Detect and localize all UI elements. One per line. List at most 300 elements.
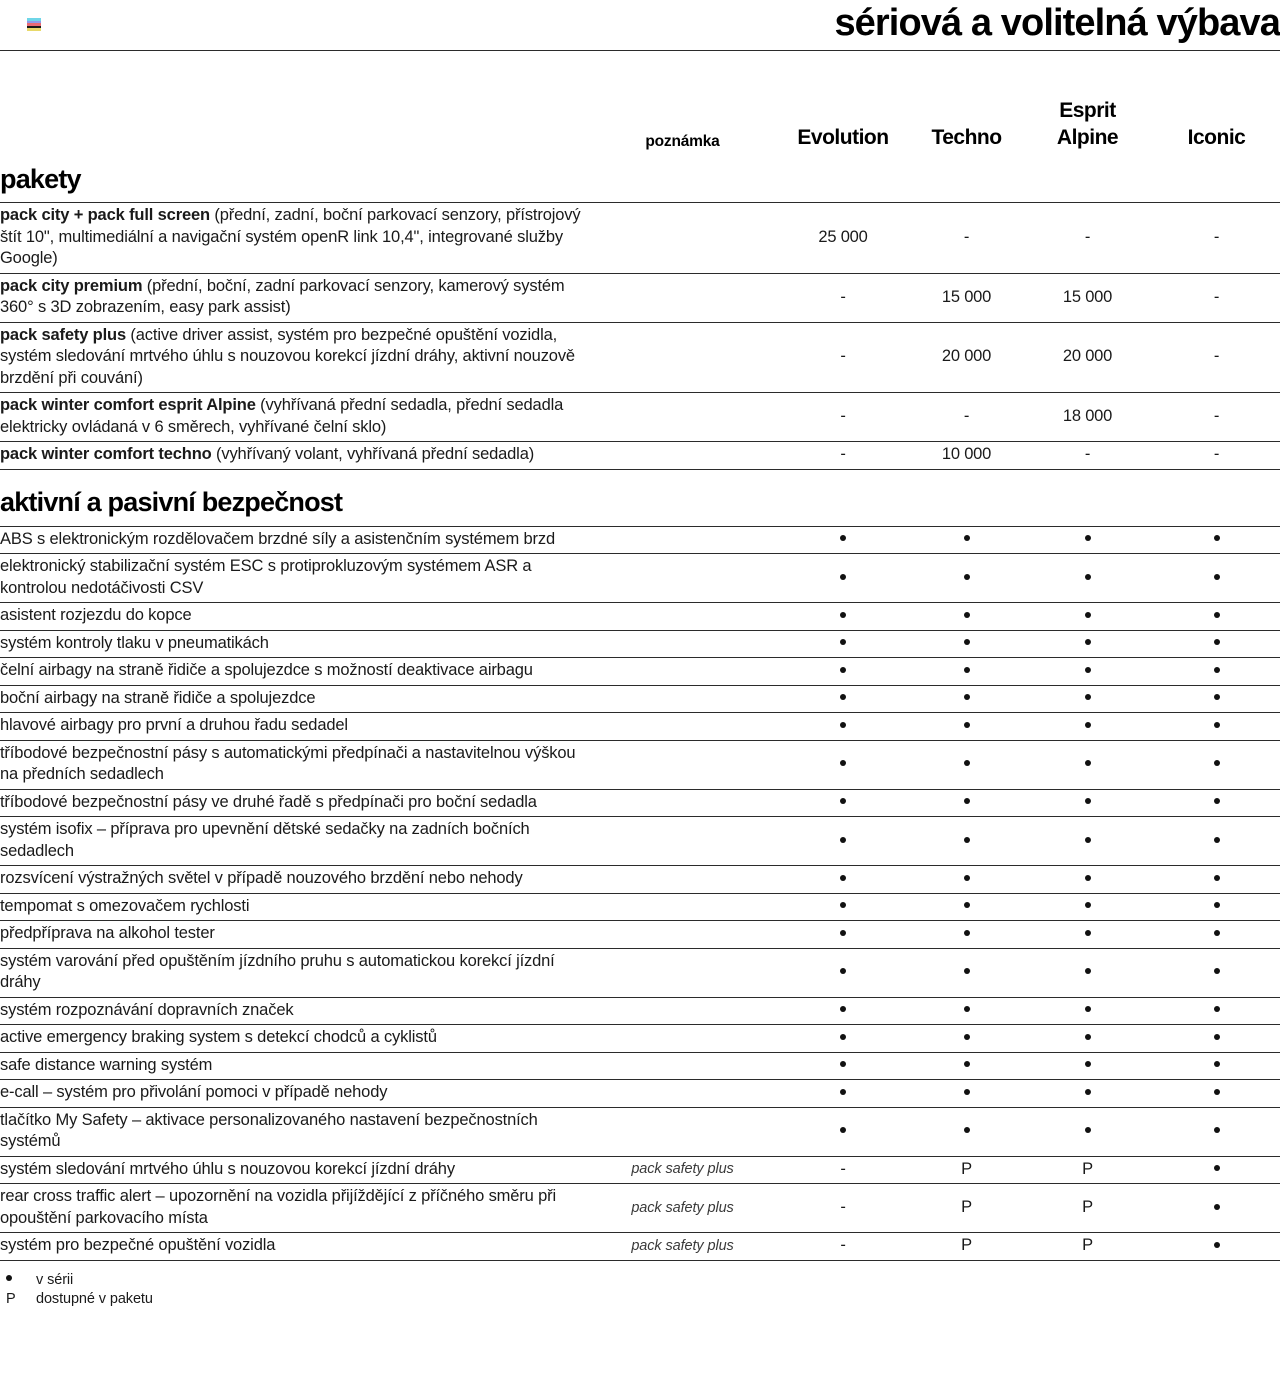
standard-dot-icon: [1085, 722, 1091, 728]
standard-dot-icon: [1085, 1061, 1091, 1067]
row-value-techno: [911, 1184, 1022, 1233]
row-label: active emergency braking system s detekcí chodců a cyklistů: [0, 1028, 437, 1046]
standard-dot-icon: [1214, 1242, 1220, 1248]
row-label: pack city + pack full screen (přední, zadní, boční parkovací senzory, přístrojový štít 10", multimediální a navigační systém openR link 10,4", integrované služby Google): [0, 206, 581, 267]
table-row: [0, 1107, 1280, 1156]
row-value-techno: [911, 685, 1022, 713]
row-note: [590, 273, 775, 322]
row-value-evolution: [775, 630, 911, 658]
document-header: [0, 0, 1280, 52]
row-value-esprit-alpine: [1022, 866, 1153, 894]
row-value-iconic: [1153, 1184, 1280, 1233]
row-value-techno: [911, 203, 1022, 274]
row-value-iconic: [1153, 393, 1280, 442]
standard-dot-icon: [1085, 968, 1091, 974]
row-value-iconic: [1153, 273, 1280, 322]
row-value-esprit-alpine: [1022, 1107, 1153, 1156]
row-value-iconic: [1153, 1107, 1280, 1156]
row-value-techno: [911, 713, 1022, 741]
standard-dot-icon: [1214, 902, 1220, 908]
table-bezpecnost-body: [0, 526, 1280, 1260]
standard-dot-icon: [840, 1089, 846, 1095]
row-note: [590, 740, 775, 789]
standard-dot-icon: [1214, 930, 1220, 936]
row-value-techno: [911, 893, 1022, 921]
row-value-esprit-alpine: [1022, 554, 1153, 603]
column-header-esprit-alpine-line1: Esprit: [1059, 99, 1116, 122]
row-value-esprit-alpine: [1022, 1156, 1153, 1184]
page-title: sériová a volitelná výbava: [834, 2, 1280, 44]
row-value-evolution: [775, 789, 911, 817]
table-row: [0, 1156, 1280, 1184]
row-value-evolution: [775, 893, 911, 921]
table-row: [0, 1025, 1280, 1053]
row-value-iconic: [1153, 1052, 1280, 1080]
cell-value: P: [961, 1159, 972, 1178]
row-value-techno: [911, 740, 1022, 789]
standard-dot-icon: [1214, 798, 1220, 804]
row-label: rozsvícení výstražných světel v případě nouzového brzdění nebo nehody: [0, 869, 523, 887]
row-note: [590, 948, 775, 997]
column-header-evolution: [775, 124, 911, 151]
row-value-esprit-alpine: [1022, 740, 1153, 789]
cell-value: P: [961, 1198, 972, 1216]
standard-dot-icon: [1085, 639, 1091, 645]
column-header-iconic: [1153, 124, 1280, 151]
standard-dot-icon: [964, 612, 970, 618]
standard-dot-icon: [840, 875, 846, 881]
row-value-evolution: [775, 442, 911, 470]
column-header-esprit-alpine-line2: Alpine: [1056, 126, 1119, 149]
standard-dot-icon: [1214, 535, 1220, 541]
row-label: tlačítko My Safety – aktivace personalizovaného nastavení bezpečnostních systémů: [0, 1110, 538, 1150]
row-value-iconic: [1153, 713, 1280, 741]
not-available-dash: -: [840, 1236, 846, 1255]
standard-dot-icon: [1085, 1034, 1091, 1040]
row-label: systém sledování mrtvého úhlu s nouzovou korekcí jízdní dráhy: [0, 1159, 455, 1178]
row-value-techno: [911, 603, 1022, 631]
standard-dot-icon: [964, 722, 970, 728]
row-value-esprit-alpine: [1022, 203, 1153, 274]
row-value-techno: [911, 658, 1022, 686]
standard-dot-icon: [964, 1006, 970, 1012]
standard-dot-icon: [964, 694, 970, 700]
standard-dot-icon: [1085, 535, 1091, 541]
standard-dot-icon: [964, 1034, 970, 1040]
row-value-techno: [911, 322, 1022, 393]
standard-dot-icon: [1085, 930, 1091, 936]
standard-dot-icon: [1085, 798, 1091, 804]
row-label: tempomat s omezovačem rychlosti: [0, 896, 250, 915]
row-value-esprit-alpine: [1022, 322, 1153, 393]
column-header-note: poznámka: [645, 133, 720, 150]
standard-dot-icon: [964, 968, 970, 974]
row-value-evolution: [775, 921, 911, 949]
row-note: [590, 685, 775, 713]
column-header-iconic-line1: Iconic: [1187, 126, 1246, 149]
row-value-esprit-alpine: [1022, 1025, 1153, 1053]
row-value-iconic: [1153, 817, 1280, 866]
row-value-iconic: [1153, 442, 1280, 470]
not-available-dash: -: [840, 407, 846, 425]
row-note: [590, 322, 775, 393]
row-note: [590, 603, 775, 631]
not-available-dash: -: [840, 1198, 846, 1216]
standard-dot-icon: [1085, 667, 1091, 673]
row-value-esprit-alpine: [1022, 526, 1153, 554]
row-value-iconic: [1153, 1233, 1280, 1261]
legend-p-symbol: P: [6, 1290, 16, 1307]
row-note: [590, 817, 775, 866]
cell-value: 15 000: [1062, 287, 1113, 306]
table-row: [0, 685, 1280, 713]
row-note: [590, 1107, 775, 1156]
column-header-techno-line1: Techno: [931, 126, 1002, 149]
row-label: systém pro bezpečné opuštění vozidla: [0, 1236, 276, 1254]
row-value-evolution: [775, 817, 911, 866]
standard-dot-icon: [840, 1061, 846, 1067]
row-note: pack safety plus: [631, 1199, 734, 1216]
row-value-evolution: [775, 685, 911, 713]
standard-dot-icon: [1214, 1061, 1220, 1067]
row-value-techno: [911, 1052, 1022, 1080]
standard-dot-icon: [964, 798, 970, 804]
row-value-iconic: [1153, 866, 1280, 894]
legend-item-package: [0, 1290, 1280, 1309]
row-value-techno: [911, 554, 1022, 603]
row-value-evolution: [775, 203, 911, 274]
row-value-evolution: [775, 393, 911, 442]
standard-dot-icon: [1085, 574, 1091, 580]
standard-dot-icon: [1214, 667, 1220, 673]
row-value-esprit-alpine: [1022, 921, 1153, 949]
row-note: pack safety plus: [631, 1237, 734, 1254]
row-label: boční airbagy na straně řidiče a spolujezdce: [0, 688, 316, 707]
row-note: [590, 658, 775, 686]
standard-dot-icon: [1085, 694, 1091, 700]
table-pakety-body: [0, 203, 1280, 470]
standard-dot-icon: [840, 535, 846, 541]
row-note: [590, 630, 775, 658]
table-pakety: [0, 202, 1280, 470]
cell-value: P: [1082, 1198, 1093, 1216]
standard-dot-icon: [964, 837, 970, 843]
standard-dot-icon: [1214, 875, 1220, 881]
table-row: [0, 893, 1280, 921]
row-note: [590, 713, 775, 741]
standard-dot-icon: [1214, 1204, 1220, 1210]
row-label: e-call – systém pro přivolání pomoci v případě nehody: [0, 1083, 388, 1101]
row-note: [590, 997, 775, 1025]
row-value-evolution: [775, 1052, 911, 1080]
row-value-iconic: [1153, 554, 1280, 603]
standard-dot-icon: [964, 902, 970, 908]
standard-dot-icon: [1085, 902, 1091, 908]
row-value-evolution: [775, 740, 911, 789]
standard-dot-icon: [840, 722, 846, 728]
row-label: čelní airbagy na straně řidiče a spolujezdce s možností deaktivace airbagu: [0, 661, 533, 679]
standard-dot-icon: [1214, 1127, 1220, 1133]
table-row: [0, 203, 1280, 274]
not-available-dash: -: [1213, 347, 1220, 366]
standard-dot-icon: [964, 1127, 970, 1133]
cell-value: 20 000: [1062, 347, 1113, 366]
row-value-techno: [911, 442, 1022, 470]
standard-dot-icon: [1214, 1034, 1220, 1040]
standard-dot-icon: [1214, 760, 1220, 766]
row-value-iconic: [1153, 921, 1280, 949]
row-label: hlavové airbagy pro první a druhou řadu sedadel: [0, 716, 348, 734]
standard-dot-icon: [840, 837, 846, 843]
standard-dot-icon: [1214, 722, 1220, 728]
row-value-techno: [911, 1156, 1022, 1184]
row-label: tříbodové bezpečnostní pásy s automatickými předpínači a nastavitelnou výškou na předních sedadlech: [0, 743, 576, 783]
not-available-dash: -: [963, 227, 970, 246]
standard-dot-icon: [840, 1034, 846, 1040]
row-value-evolution: [775, 1025, 911, 1053]
standard-dot-icon: [840, 1006, 846, 1012]
row-value-evolution: [775, 322, 911, 393]
table-row: [0, 526, 1280, 554]
row-label: rear cross traffic alert – upozornění na vozidla přijíždějící z příčného směru při opouštění parkovacího místa: [0, 1187, 556, 1227]
row-note: [590, 442, 775, 470]
row-note: [590, 866, 775, 894]
row-label: elektronický stabilizační systém ESC s protiprokluzovým systémem ASR a kontrolou nedotáčivosti CSV: [0, 557, 532, 597]
row-value-techno: [911, 866, 1022, 894]
not-available-dash: -: [1213, 445, 1220, 464]
legend: [0, 1261, 1280, 1309]
standard-dot-icon: [964, 875, 970, 881]
row-note: [590, 526, 775, 554]
table-row: [0, 948, 1280, 997]
standard-dot-icon: [840, 798, 846, 804]
table-row: [0, 554, 1280, 603]
row-value-evolution: [775, 713, 911, 741]
row-value-iconic: [1153, 322, 1280, 393]
standard-dot-icon: [964, 639, 970, 645]
not-available-dash: -: [1084, 445, 1091, 464]
table-column-headers: [0, 52, 1280, 157]
row-label: asistent rozjezdu do kopce: [0, 606, 192, 624]
row-value-iconic: [1153, 1080, 1280, 1108]
table-row: [0, 393, 1280, 442]
row-value-evolution: [775, 658, 911, 686]
not-available-dash: -: [840, 1159, 846, 1178]
standard-dot-icon: [1085, 1006, 1091, 1012]
row-value-iconic: [1153, 740, 1280, 789]
cell-value: P: [1082, 1159, 1093, 1178]
standard-dot-icon: [964, 760, 970, 766]
standard-dot-icon: [1085, 1127, 1091, 1133]
standard-dot-icon: [840, 1127, 846, 1133]
standard-dot-icon: [1214, 694, 1220, 700]
row-note: [590, 893, 775, 921]
row-label: safe distance warning systém: [0, 1055, 213, 1074]
cell-value: 20 000: [941, 347, 992, 366]
cell-value: 18 000: [1062, 407, 1113, 425]
standard-dot-icon: [840, 902, 846, 908]
column-header-esprit-alpine: [1022, 97, 1153, 151]
row-value-techno: [911, 817, 1022, 866]
row-note: pack safety plus: [631, 1161, 734, 1178]
standard-dot-icon: [840, 968, 846, 974]
cell-value: 15 000: [941, 287, 992, 306]
table-row: [0, 1080, 1280, 1108]
standard-dot-icon: [840, 930, 846, 936]
not-available-dash: -: [840, 445, 846, 464]
row-value-esprit-alpine: [1022, 658, 1153, 686]
not-available-dash: -: [1084, 227, 1091, 246]
table-row: [0, 817, 1280, 866]
table-row: [0, 658, 1280, 686]
row-value-techno: [911, 789, 1022, 817]
row-value-iconic: [1153, 203, 1280, 274]
row-label: systém varování před opuštěním jízdního pruhu s automatickou korekcí jízdní dráhy: [0, 951, 555, 991]
row-value-esprit-alpine: [1022, 393, 1153, 442]
cell-value: 25 000: [818, 227, 868, 246]
table-row: [0, 273, 1280, 322]
standard-dot-icon: [840, 612, 846, 618]
standard-dot-icon: [1085, 1089, 1091, 1095]
row-value-esprit-alpine: [1022, 893, 1153, 921]
standard-dot-icon: [1214, 639, 1220, 645]
standard-dot-icon: [964, 1061, 970, 1067]
table-bezpecnost: [0, 526, 1280, 1261]
row-value-esprit-alpine: [1022, 789, 1153, 817]
row-value-esprit-alpine: [1022, 603, 1153, 631]
table-row: [0, 866, 1280, 894]
table-row: [0, 442, 1280, 470]
column-header-evolution-line1: Evolution: [797, 126, 889, 149]
row-value-iconic: [1153, 630, 1280, 658]
table-row: [0, 1052, 1280, 1080]
row-note: [590, 554, 775, 603]
table-row: [0, 997, 1280, 1025]
section-heading-pakety: pakety: [0, 164, 81, 194]
row-value-evolution: [775, 554, 911, 603]
row-note: [590, 203, 775, 274]
row-value-techno: [911, 1025, 1022, 1053]
table-row: [0, 603, 1280, 631]
row-note: [590, 789, 775, 817]
table-row: [0, 1184, 1280, 1233]
not-available-dash: -: [1213, 407, 1220, 425]
row-label: pack city premium (přední, boční, zadní parkovací senzory, kamerový systém 360° s 3D zobrazením, easy park assist): [0, 276, 565, 316]
standard-dot-icon: [840, 667, 846, 673]
row-value-iconic: [1153, 789, 1280, 817]
cell-value: 10 000: [941, 445, 992, 464]
row-value-esprit-alpine: [1022, 630, 1153, 658]
row-value-esprit-alpine: [1022, 948, 1153, 997]
row-value-esprit-alpine: [1022, 685, 1153, 713]
table-row: [0, 630, 1280, 658]
standard-dot-icon: [964, 1089, 970, 1095]
not-available-dash: -: [840, 347, 846, 366]
standard-dot-icon: [1085, 837, 1091, 843]
not-available-dash: -: [840, 287, 846, 306]
row-label: pack winter comfort esprit Alpine (vyhřívaná přední sedadla, přední sedadla elektricky ovládaná v 6 směrech, vyhřívané čelní sklo): [0, 396, 564, 436]
row-value-esprit-alpine: [1022, 817, 1153, 866]
row-value-esprit-alpine: [1022, 1184, 1153, 1233]
row-value-iconic: [1153, 997, 1280, 1025]
row-value-evolution: [775, 1156, 911, 1184]
row-value-iconic: [1153, 948, 1280, 997]
row-value-techno: [911, 630, 1022, 658]
column-header-techno: [911, 124, 1022, 151]
row-label: ABS s elektronickým rozdělovačem brzdné síly a asistenčním systémem brzd: [0, 529, 555, 548]
legend-label-standard: v sérii: [36, 1271, 74, 1288]
standard-dot-icon: [964, 574, 970, 580]
row-value-techno: [911, 1107, 1022, 1156]
legend-item-standard: [0, 1271, 1280, 1290]
standard-dot-icon: [964, 667, 970, 673]
not-available-dash: -: [963, 407, 970, 425]
row-value-evolution: [775, 603, 911, 631]
table-row: [0, 322, 1280, 393]
standard-dot-icon: [1214, 1006, 1220, 1012]
cell-value: P: [1082, 1236, 1093, 1255]
standard-dot-icon: [964, 930, 970, 936]
row-value-iconic: [1153, 603, 1280, 631]
header-divider: [0, 50, 1280, 51]
table-row: [0, 1233, 1280, 1261]
row-value-evolution: [775, 526, 911, 554]
standard-dot-icon: [840, 760, 846, 766]
row-value-iconic: [1153, 893, 1280, 921]
row-value-techno: [911, 948, 1022, 997]
row-value-esprit-alpine: [1022, 997, 1153, 1025]
row-label: předpříprava na alkohol tester: [0, 924, 215, 942]
row-note: [590, 1052, 775, 1080]
row-value-iconic: [1153, 1156, 1280, 1184]
row-value-esprit-alpine: [1022, 273, 1153, 322]
row-note: [590, 393, 775, 442]
row-label: systém kontroly tlaku v pneumatikách: [0, 633, 269, 652]
table-row: [0, 713, 1280, 741]
row-label: pack safety plus (active driver assist, systém pro bezpečné opuštění vozidla, systém sledování mrtvého úhlu s nouzovou korekcí jízdní dráhy, aktivní nouzově brzdění při couvání): [0, 325, 575, 387]
legend-bullet-icon: [0, 1271, 36, 1290]
renault-stripes-logo-icon: [27, 18, 41, 31]
row-value-evolution: [775, 1080, 911, 1108]
row-value-esprit-alpine: [1022, 1233, 1153, 1261]
row-value-techno: [911, 997, 1022, 1025]
row-value-evolution: [775, 1233, 911, 1261]
standard-dot-icon: [1214, 1089, 1220, 1095]
standard-dot-icon: [1214, 968, 1220, 974]
row-label: tříbodové bezpečnostní pásy ve druhé řadě s předpínači pro boční sedadla: [0, 792, 537, 811]
standard-dot-icon: [1214, 1165, 1220, 1171]
standard-dot-icon: [1214, 612, 1220, 618]
standard-dot-icon: [1214, 837, 1220, 843]
row-value-techno: [911, 526, 1022, 554]
row-value-esprit-alpine: [1022, 713, 1153, 741]
standard-dot-icon: [964, 535, 970, 541]
row-value-techno: [911, 1233, 1022, 1261]
row-value-evolution: [775, 1184, 911, 1233]
row-label: systém isofix – příprava pro upevnění dětské sedačky na zadních bočních sedadlech: [0, 820, 530, 860]
not-available-dash: -: [1213, 287, 1220, 306]
row-label: systém rozpoznávání dopravních značek: [0, 1000, 294, 1019]
standard-dot-icon: [840, 639, 846, 645]
row-value-iconic: [1153, 658, 1280, 686]
row-value-techno: [911, 273, 1022, 322]
standard-dot-icon: [1214, 574, 1220, 580]
standard-dot-icon: [1085, 760, 1091, 766]
row-value-esprit-alpine: [1022, 442, 1153, 470]
row-label: pack winter comfort techno (vyhřívaný volant, vyhřívaná přední sedadla): [0, 445, 535, 463]
row-note: [590, 1080, 775, 1108]
row-value-techno: [911, 1080, 1022, 1108]
